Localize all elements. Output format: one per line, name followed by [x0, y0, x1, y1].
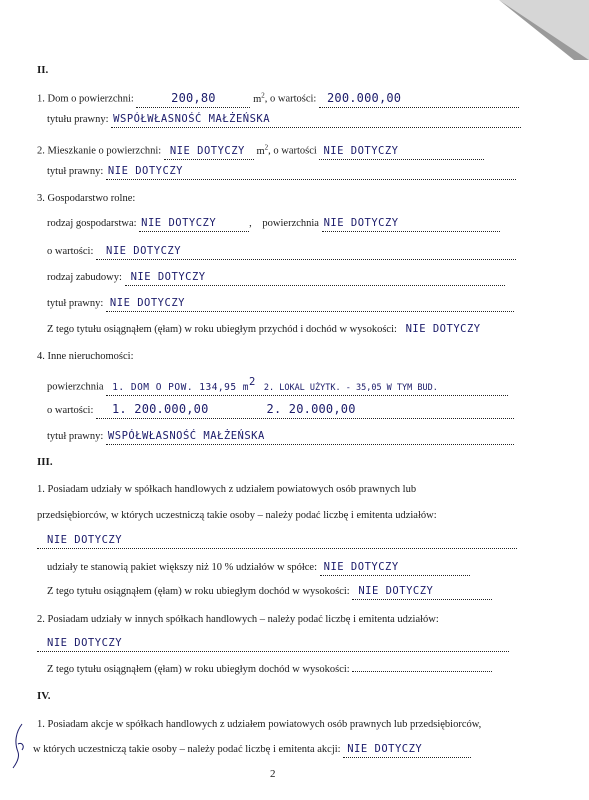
margin-signature: [10, 722, 30, 772]
farm-income: NIE DOTYCZY: [405, 323, 481, 335]
other-area-2: 2. LOKAL UŻYTK. - 35,05 W TYM BUD.: [263, 382, 438, 393]
iii-item1-answer: NIE DOTYCZY: [47, 534, 123, 546]
house-title: WSPÓŁWŁASNOŚĆ MAŁŻEŃSKA: [113, 113, 271, 125]
flat-title-label: tytuł prawny:: [47, 166, 104, 177]
iii-pkg-label: udziały te stanowią pakiet większy niż 10 % udziałów w spółce:: [47, 562, 318, 573]
iii-item1-answer-row: [37, 533, 517, 549]
flat-unit: $m^2$: [256, 143, 269, 157]
other-area-label: powierzchnia: [47, 381, 104, 393]
farm-area-label: powierzchnia: [262, 218, 319, 229]
iii-item2-answer-row: [37, 636, 509, 652]
farm-buildings-label: rodzaj zabudowy:: [47, 272, 122, 283]
farm-title: NIE DOTYCZY: [109, 297, 185, 309]
section-ii-heading: II.: [37, 64, 49, 76]
iii-item2-income-label: Z tego tytułu osiągnąłem (ęłam) w roku ubiegłym dochód w wysokości:: [47, 664, 350, 675]
iv-item1-line2-row: [33, 742, 471, 758]
section-iii-heading: III.: [37, 456, 53, 468]
other-value-label: o wartości:: [47, 405, 94, 416]
farm-type-label: rodzaj gospodarstwa:: [47, 218, 137, 229]
flat-value: NIE DOTYCZY: [323, 144, 399, 157]
other-title-label: tytuł prawny:: [47, 431, 104, 442]
iii-item1-line2: przedsiębiorców, w których uczestniczą takie osoby – należy podać liczbę i emitenta udziałów:: [37, 510, 437, 521]
folded-corner: [479, 0, 589, 60]
other-area: 1. DOM O POW. 134,95 m: [112, 381, 250, 393]
iii-income-label: Z tego tytułu osiągnąłem (ęłam) w roku ubiegłym dochód w wysokości:: [47, 586, 350, 597]
iii-item2-line: 2. Posiadam udziały w innych spółkach handlowych – należy podać liczbę i emitenta udziałów:: [37, 614, 439, 625]
iv-item1-answer: NIE DOTYCZY: [347, 743, 423, 755]
section-iv-heading: IV.: [37, 690, 51, 702]
farm-title-row: [47, 296, 514, 312]
page-number: 2: [270, 768, 276, 780]
flat-value-label: , o wartości: [268, 145, 317, 157]
other-value-1: 1. 200.000,00: [112, 402, 209, 416]
other-value-2: 2. 20.000,00: [266, 402, 356, 416]
farm-value: NIE DOTYCZY: [106, 245, 182, 257]
flat-title-row: [47, 164, 516, 180]
farm-buildings: NIE DOTYCZY: [130, 271, 206, 283]
farm-value-label: o wartości:: [47, 246, 94, 257]
farm-type: NIE DOTYCZY: [141, 217, 217, 229]
flat-row: [37, 140, 484, 160]
farm-type-row: rodzaj gospodarstwa: NIE DOTYCZY , powierzchnia NIE DOTYCZY: [47, 216, 500, 232]
other-area-row: powierzchnia 1. DOM O POW. 134,95 $m^2$ 2. LOKAL UŻYTK. - 35,05 W TYM BUD.: [47, 375, 508, 396]
house-title-label: tytułu prawny:: [47, 114, 109, 125]
iii-item2-answer: NIE DOTYCZY: [47, 637, 123, 649]
other-value-row: [47, 402, 514, 419]
house-unit: $m^2$: [253, 91, 265, 105]
farm-title-label: tytuł prawny:: [47, 298, 104, 309]
iv-item1-line1: 1. Posiadam akcje w spółkach handlowych z udziałem powiatowych osób prawnych lub przedsiębiorców,: [37, 719, 482, 730]
farm-value-row: [47, 244, 516, 260]
farm-area: NIE DOTYCZY: [323, 217, 399, 229]
iii-item2-income-row: [47, 663, 492, 677]
iii-pkg-row: [47, 560, 470, 576]
farm-income-label: Z tego tytułu osiągnąłem (ęłam) w roku ubiegłym przychód i dochód w wysokości:: [47, 324, 397, 335]
farm-income-row: [47, 322, 481, 337]
farm-label: 3. Gospodarstwo rolne:: [37, 193, 136, 204]
flat-area: NIE DOTYCZY: [169, 144, 245, 157]
iii-income-row: [47, 584, 492, 600]
iii-item1-line1: 1. Posiadam udziały w spółkach handlowych z udziałem powiatowych osób prawnych lub: [37, 484, 417, 495]
house-label: 1. Dom o powierzchni:: [37, 93, 134, 105]
iv-item1-line2: w których uczestniczą takie osoby – należy podać liczbę i emitenta akcji:: [33, 744, 341, 755]
other-title: WSPÓŁWŁASNOŚĆ MAŁŻEŃSKA: [107, 430, 265, 442]
house-row: [37, 88, 519, 108]
other-title-row: [47, 429, 514, 445]
house-title-row: [47, 112, 521, 128]
farm-buildings-row: [47, 270, 505, 286]
house-area: 200,80: [171, 90, 216, 105]
flat-label: 2. Mieszkanie o powierzchni:: [37, 145, 162, 157]
flat-title: NIE DOTYCZY: [107, 165, 183, 177]
iii-income-value: NIE DOTYCZY: [358, 585, 434, 597]
other-label: 4. Inne nieruchomości:: [37, 351, 134, 362]
house-value: 200.000,00: [326, 90, 402, 105]
iii-pkg-value: NIE DOTYCZY: [323, 561, 399, 573]
house-value-label: , o wartości:: [264, 93, 317, 105]
